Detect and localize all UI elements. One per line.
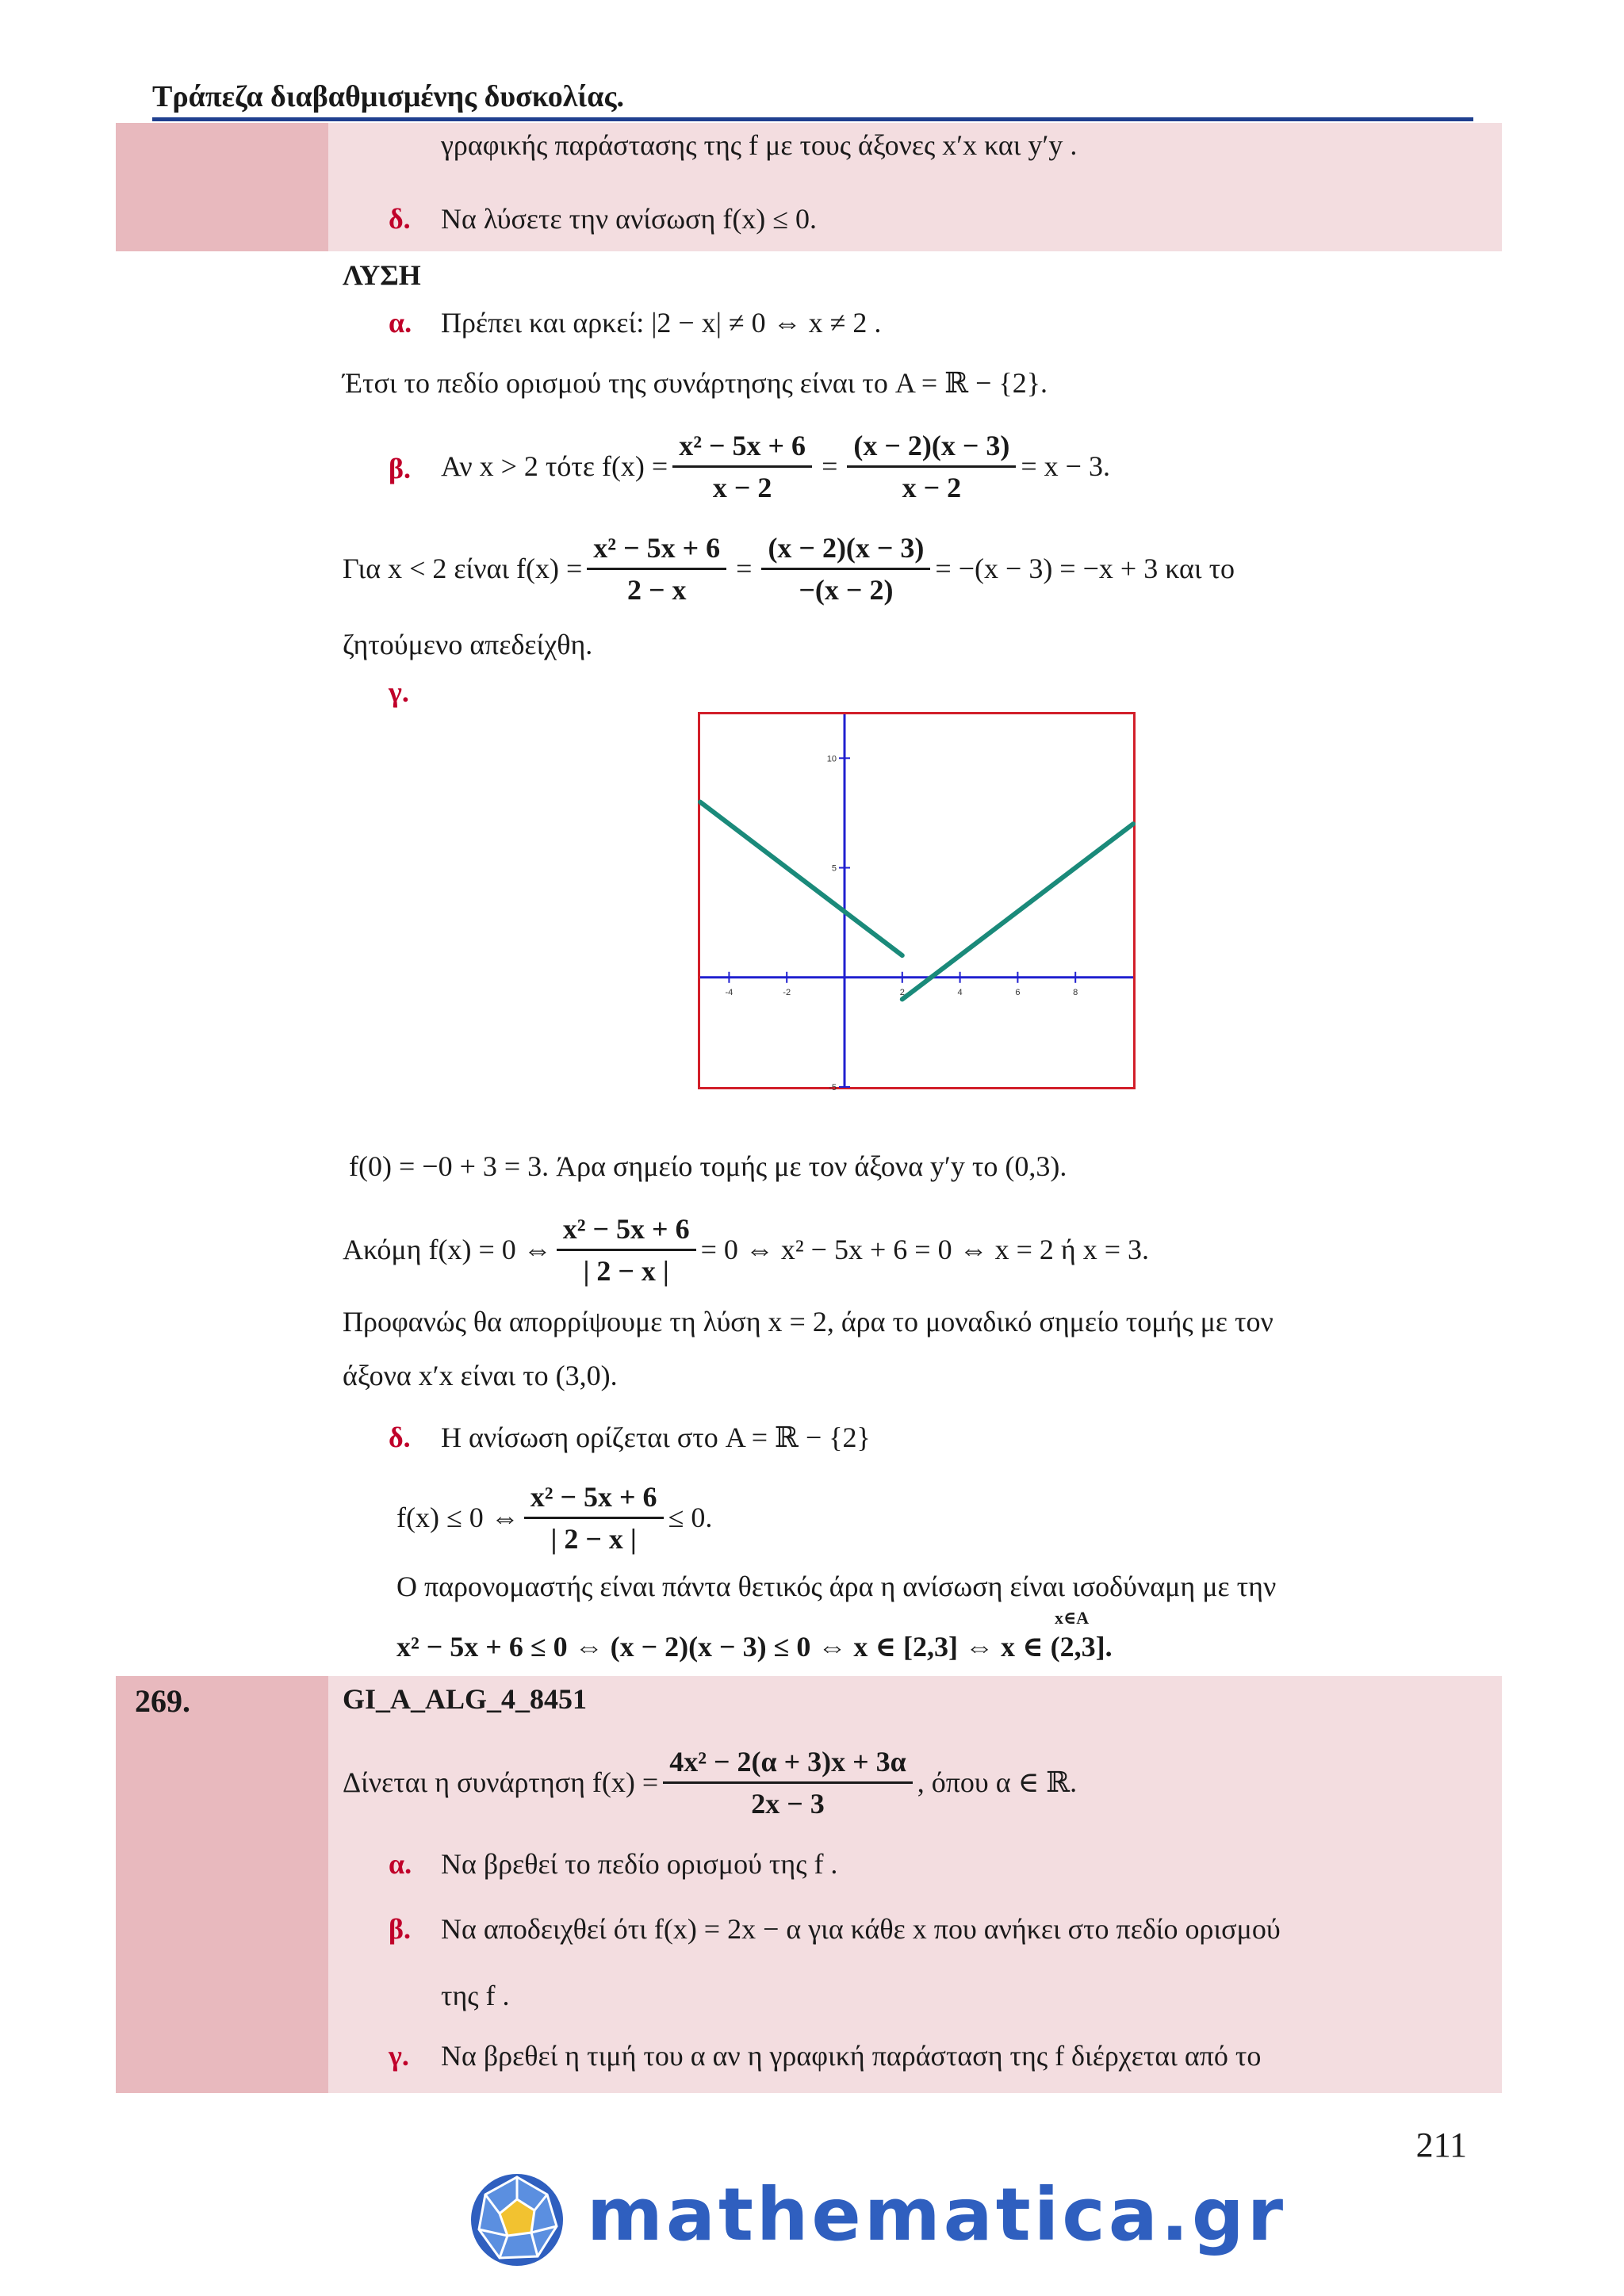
p269-b-marker: β. [389, 1913, 411, 1945]
sol-d-line3: Ο παρονομαστής είναι πάντα θετικός άρα η ανίσωση είναι ισοδύναμη με την [396, 1571, 1277, 1602]
p269-band-left [116, 1676, 328, 2093]
sol-g-frac-den: | 2 − x | [583, 1254, 669, 1287]
sol-d-frac [524, 1480, 664, 1556]
p269-number: 269. [135, 1683, 190, 1719]
p269-frac-num: 4x² − 2(α + 3)x + 3α [663, 1745, 913, 1784]
sol-b2-result: = −(x − 3) = −x + 3 και το [935, 553, 1235, 584]
p269-intro-end: , όπου α ∈ ℝ. [917, 1766, 1078, 1798]
sol-b-frac2 [847, 429, 1016, 504]
sol-d-line1: Η ανίσωση ορίζεται στο A = ℝ − {2} [441, 1422, 871, 1453]
x-tick-label: 4 [957, 987, 963, 997]
p269-a-marker: α. [389, 1848, 412, 1880]
x-tick-label: 8 [1073, 987, 1078, 997]
p269-frac [663, 1745, 913, 1820]
x-tick-label: -4 [725, 987, 733, 997]
sol-d-line2 [396, 1476, 712, 1559]
graph-line-1 [700, 802, 902, 956]
graph-chart [700, 714, 1133, 1093]
sol-d-frac-num: x² − 5x + 6 [524, 1480, 664, 1519]
x-tick-label: 6 [1015, 987, 1021, 997]
top-delta-text: Να λύσετε την ανίσωση f(x) ≤ 0. [441, 203, 818, 235]
y-tick-label: 10 [826, 754, 837, 764]
sol-d-line4-sup: x∈A [1055, 1608, 1090, 1628]
logo-text: mathematica.gr [587, 2172, 1287, 2257]
x-tick-label: -2 [783, 987, 791, 997]
sol-d-line2-intro: f(x) ≤ 0 ⇔ [396, 1502, 519, 1533]
p269-b-text2: της f . [441, 1980, 510, 2011]
sol-b-result: = x − 3. [1021, 450, 1110, 482]
p269-a-text: Να βρεθεί το πεδίο ορισμού της f . [441, 1848, 838, 1880]
p269-g-marker: γ. [389, 2040, 409, 2072]
sol-g-frac [557, 1212, 696, 1288]
header-rule [152, 117, 1473, 121]
sol-b2-intro: Για x < 2 είναι f(x) = [343, 553, 583, 584]
sol-b-marker: β. [389, 453, 411, 484]
sol-g-marker: γ. [389, 676, 409, 708]
p269-intro-line [343, 1741, 1077, 1823]
sol-g-frac-num: x² − 5x + 6 [557, 1212, 696, 1251]
sol-b2-frac2 [761, 531, 930, 607]
sol-a-marker: α. [389, 307, 412, 339]
sol-b-frac2-den: x − 2 [902, 471, 962, 503]
top-band-left [116, 123, 328, 251]
sol-b-intro: Αν x > 2 τότε f(x) = [441, 450, 668, 482]
top-band-line1: γραφικής παράστασης της f με τους άξονες x′x και y′y . [441, 129, 1078, 161]
sol-g-line2-intro: Ακόμη f(x) = 0 ⇔ [343, 1234, 552, 1265]
solution-heading: ΛΥΣΗ [343, 259, 421, 291]
sol-b2-frac1-num: x² − 5x + 6 [587, 531, 726, 570]
p269-b-text: Να αποδειχθεί ότι f(x) = 2x − α για κάθε x που ανήκει στο πεδίο ορισμού [441, 1913, 1281, 1945]
sol-g-line3: Προφανώς θα απορρίψουμε τη λύση x = 2, άρα το μοναδικό σημείο τομής με τον [343, 1306, 1274, 1337]
sol-g-line1: f(0) = −0 + 3 = 3. Άρα σημείο τομής με τον άξονα y′y το (0,3). [349, 1150, 1067, 1182]
sol-b2-frac2-den: −(x − 2) [799, 573, 894, 606]
sol-b2-line: Για x < 2 είναι f(x) = $\frac{\text{x² − 5x + 6}}{2 - x}$ = $\frac{(x - 2)(x - 3)}{-(x - 2)}$ = −(x − 3) = −x + 3 και το [343, 531, 1235, 606]
sol-d-line4: x² − 5x + 6 ≤ 0 ⇔ (x − 2)(x − 3) ≤ 0 ⇔ x ∈ [2,3] ⇔ x ∈ (2,3]. [396, 1631, 1113, 1663]
sol-b2-frac1 [587, 531, 726, 607]
logo-icon [468, 2171, 566, 2269]
p269-intro: Δίνεται η συνάρτηση f(x) = [343, 1766, 659, 1798]
sol-b-frac1-den: x − 2 [712, 471, 772, 503]
sol-b2-frac1-den: 2 − x [626, 573, 687, 606]
sol-d-marker: δ. [389, 1422, 411, 1453]
sol-d-frac-den: | 2 − x | [550, 1522, 637, 1555]
sol-g-line2 [343, 1208, 1149, 1291]
graph-frame [698, 712, 1136, 1093]
sol-b2-end: ζητούμενο απεδείχθη. [343, 629, 593, 660]
x-tick-label: 2 [899, 987, 905, 997]
sol-b-frac1-num: x² − 5x + 6 [672, 429, 812, 468]
sol-g-line4: άξονα x′x είναι το (3,0). [343, 1360, 618, 1391]
y-tick-label: -5 [829, 1083, 837, 1093]
sol-b-frac2-num: (x − 2)(x − 3) [847, 429, 1016, 468]
page-number: 211 [1415, 2126, 1467, 2164]
sol-g-line2-end: = 0 ⇔ x² − 5x + 6 = 0 ⇔ x = 2 ή x = 3. [700, 1234, 1150, 1265]
p269-band [328, 1676, 1502, 2093]
header-title: Τράπεζα διαβαθμισμένης δυσκολίας. [152, 80, 624, 113]
sol-a-domain: Έτσι το πεδίο ορισμού της συνάρτησης είναι το A = ℝ − {2}. [343, 367, 1048, 399]
sol-b2-frac2-num: (x − 2)(x − 3) [761, 531, 930, 570]
sol-b-line: Αν x > 2 τότε f(x) = $\frac{\text{x² − 5x + 6}}{x - 2}$ = $\frac{(x - 2)(x - 3)}{x - 2}$ = x − 3. [441, 429, 1110, 503]
p269-code: GI_A_ALG_4_8451 [343, 1683, 588, 1715]
top-delta-marker: δ. [389, 203, 411, 235]
sol-b-frac1 [672, 429, 812, 504]
sol-d-line2-end: ≤ 0. [668, 1502, 713, 1533]
y-tick-label: 5 [831, 863, 837, 874]
sol-a-text: Πρέπει και αρκεί: |2 − x| ≠ 0 ⇔ x ≠ 2 . [441, 307, 882, 339]
p269-frac-den: 2x − 3 [751, 1787, 825, 1820]
p269-g-text: Να βρεθεί η τιμή του α αν η γραφική παράσταση της f διέρχεται από το [441, 2040, 1262, 2072]
